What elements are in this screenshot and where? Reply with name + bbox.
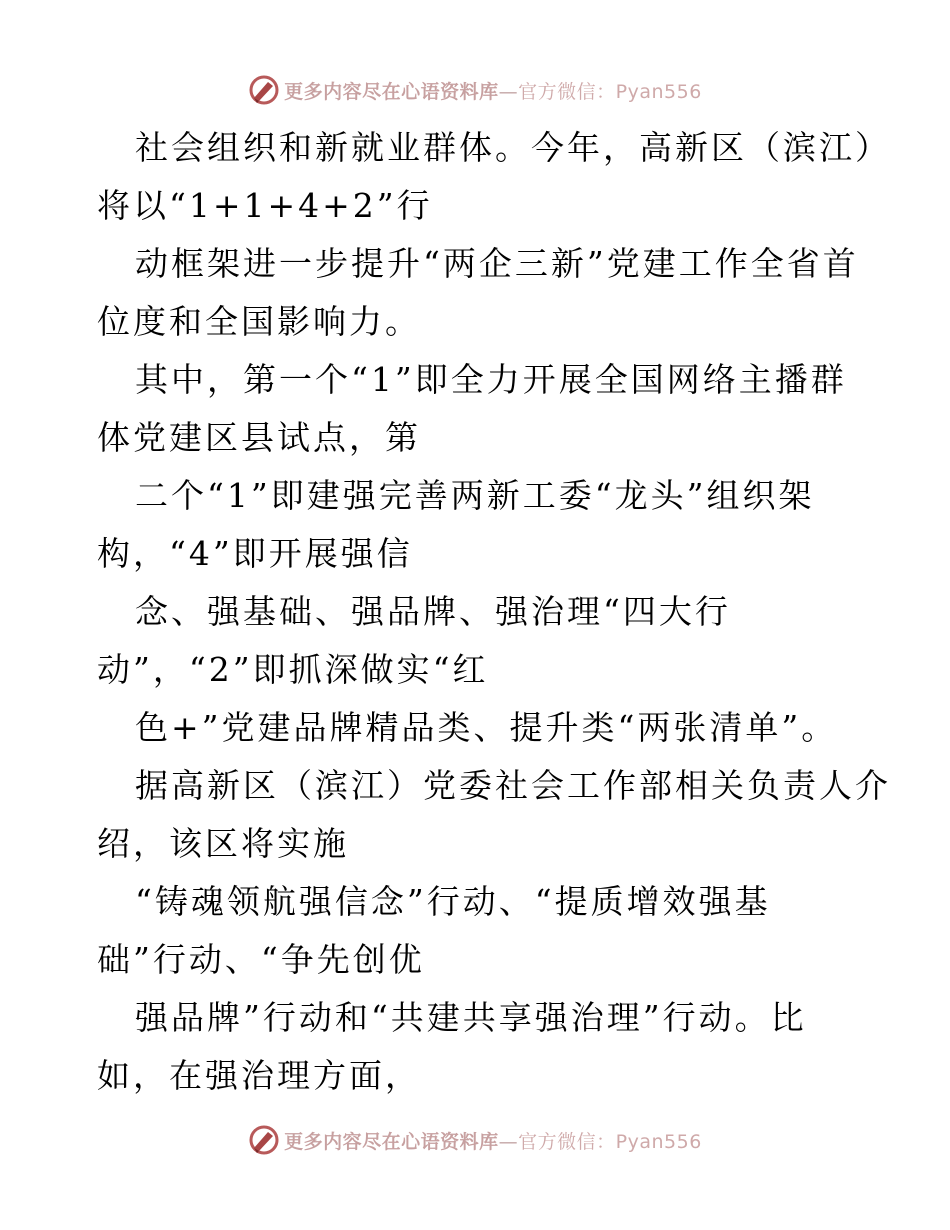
text-line: 二个“1”即建强完善两新工委“龙头”组织架: [135, 476, 815, 515]
watermark-dash: —: [498, 1130, 519, 1153]
text-line: 动”，“2”即抓深做实“红: [97, 650, 489, 689]
watermark-main-text: 更多内容尽在心语资料库: [284, 1130, 499, 1153]
text-line: 社会组织和新就业群体。今年，高新区（滨江）: [135, 128, 891, 167]
text-line: 色+”党建品牌精品类、提升类“两张清单”。: [135, 708, 838, 747]
text-line: 如，在强治理方面，: [97, 1056, 421, 1095]
watermark-text: [284, 1127, 702, 1154]
text-line: 绍，该区将实施: [97, 824, 349, 863]
watermark-footer: [0, 1120, 950, 1160]
text-line: “铸魂领航强信念”行动、“提质增效强基: [135, 882, 771, 921]
pen-logo-icon: [248, 1124, 280, 1156]
text-line: 体党建区县试点，第: [97, 418, 421, 457]
text-line: 动框架进一步提升“两企三新”党建工作全省首: [135, 244, 859, 283]
text-line: 念、强基础、强品牌、强治理“四大行: [135, 592, 731, 631]
text-line: 构，“4”即开展强信: [97, 534, 413, 573]
watermark-main-text: 更多内容尽在心语资料库: [284, 80, 499, 103]
text-line: 据高新区（滨江）党委社会工作部相关负责人介: [135, 766, 891, 805]
text-line: 础”行动、“争先创优: [97, 940, 425, 979]
watermark-dash: —: [498, 80, 519, 103]
text-line: 位度和全国影响力。: [97, 302, 421, 341]
watermark-account: 官方微信：Pyan556: [518, 1130, 702, 1153]
watermark-account: 官方微信：Pyan556: [518, 80, 702, 103]
text-line: 将以“1+1+4+2”行: [97, 186, 433, 225]
text-line: 强品牌”行动和“共建共享强治理”行动。比: [135, 998, 807, 1037]
text-line: 其中，第一个“1”即全力开展全国网络主播群: [135, 360, 847, 399]
